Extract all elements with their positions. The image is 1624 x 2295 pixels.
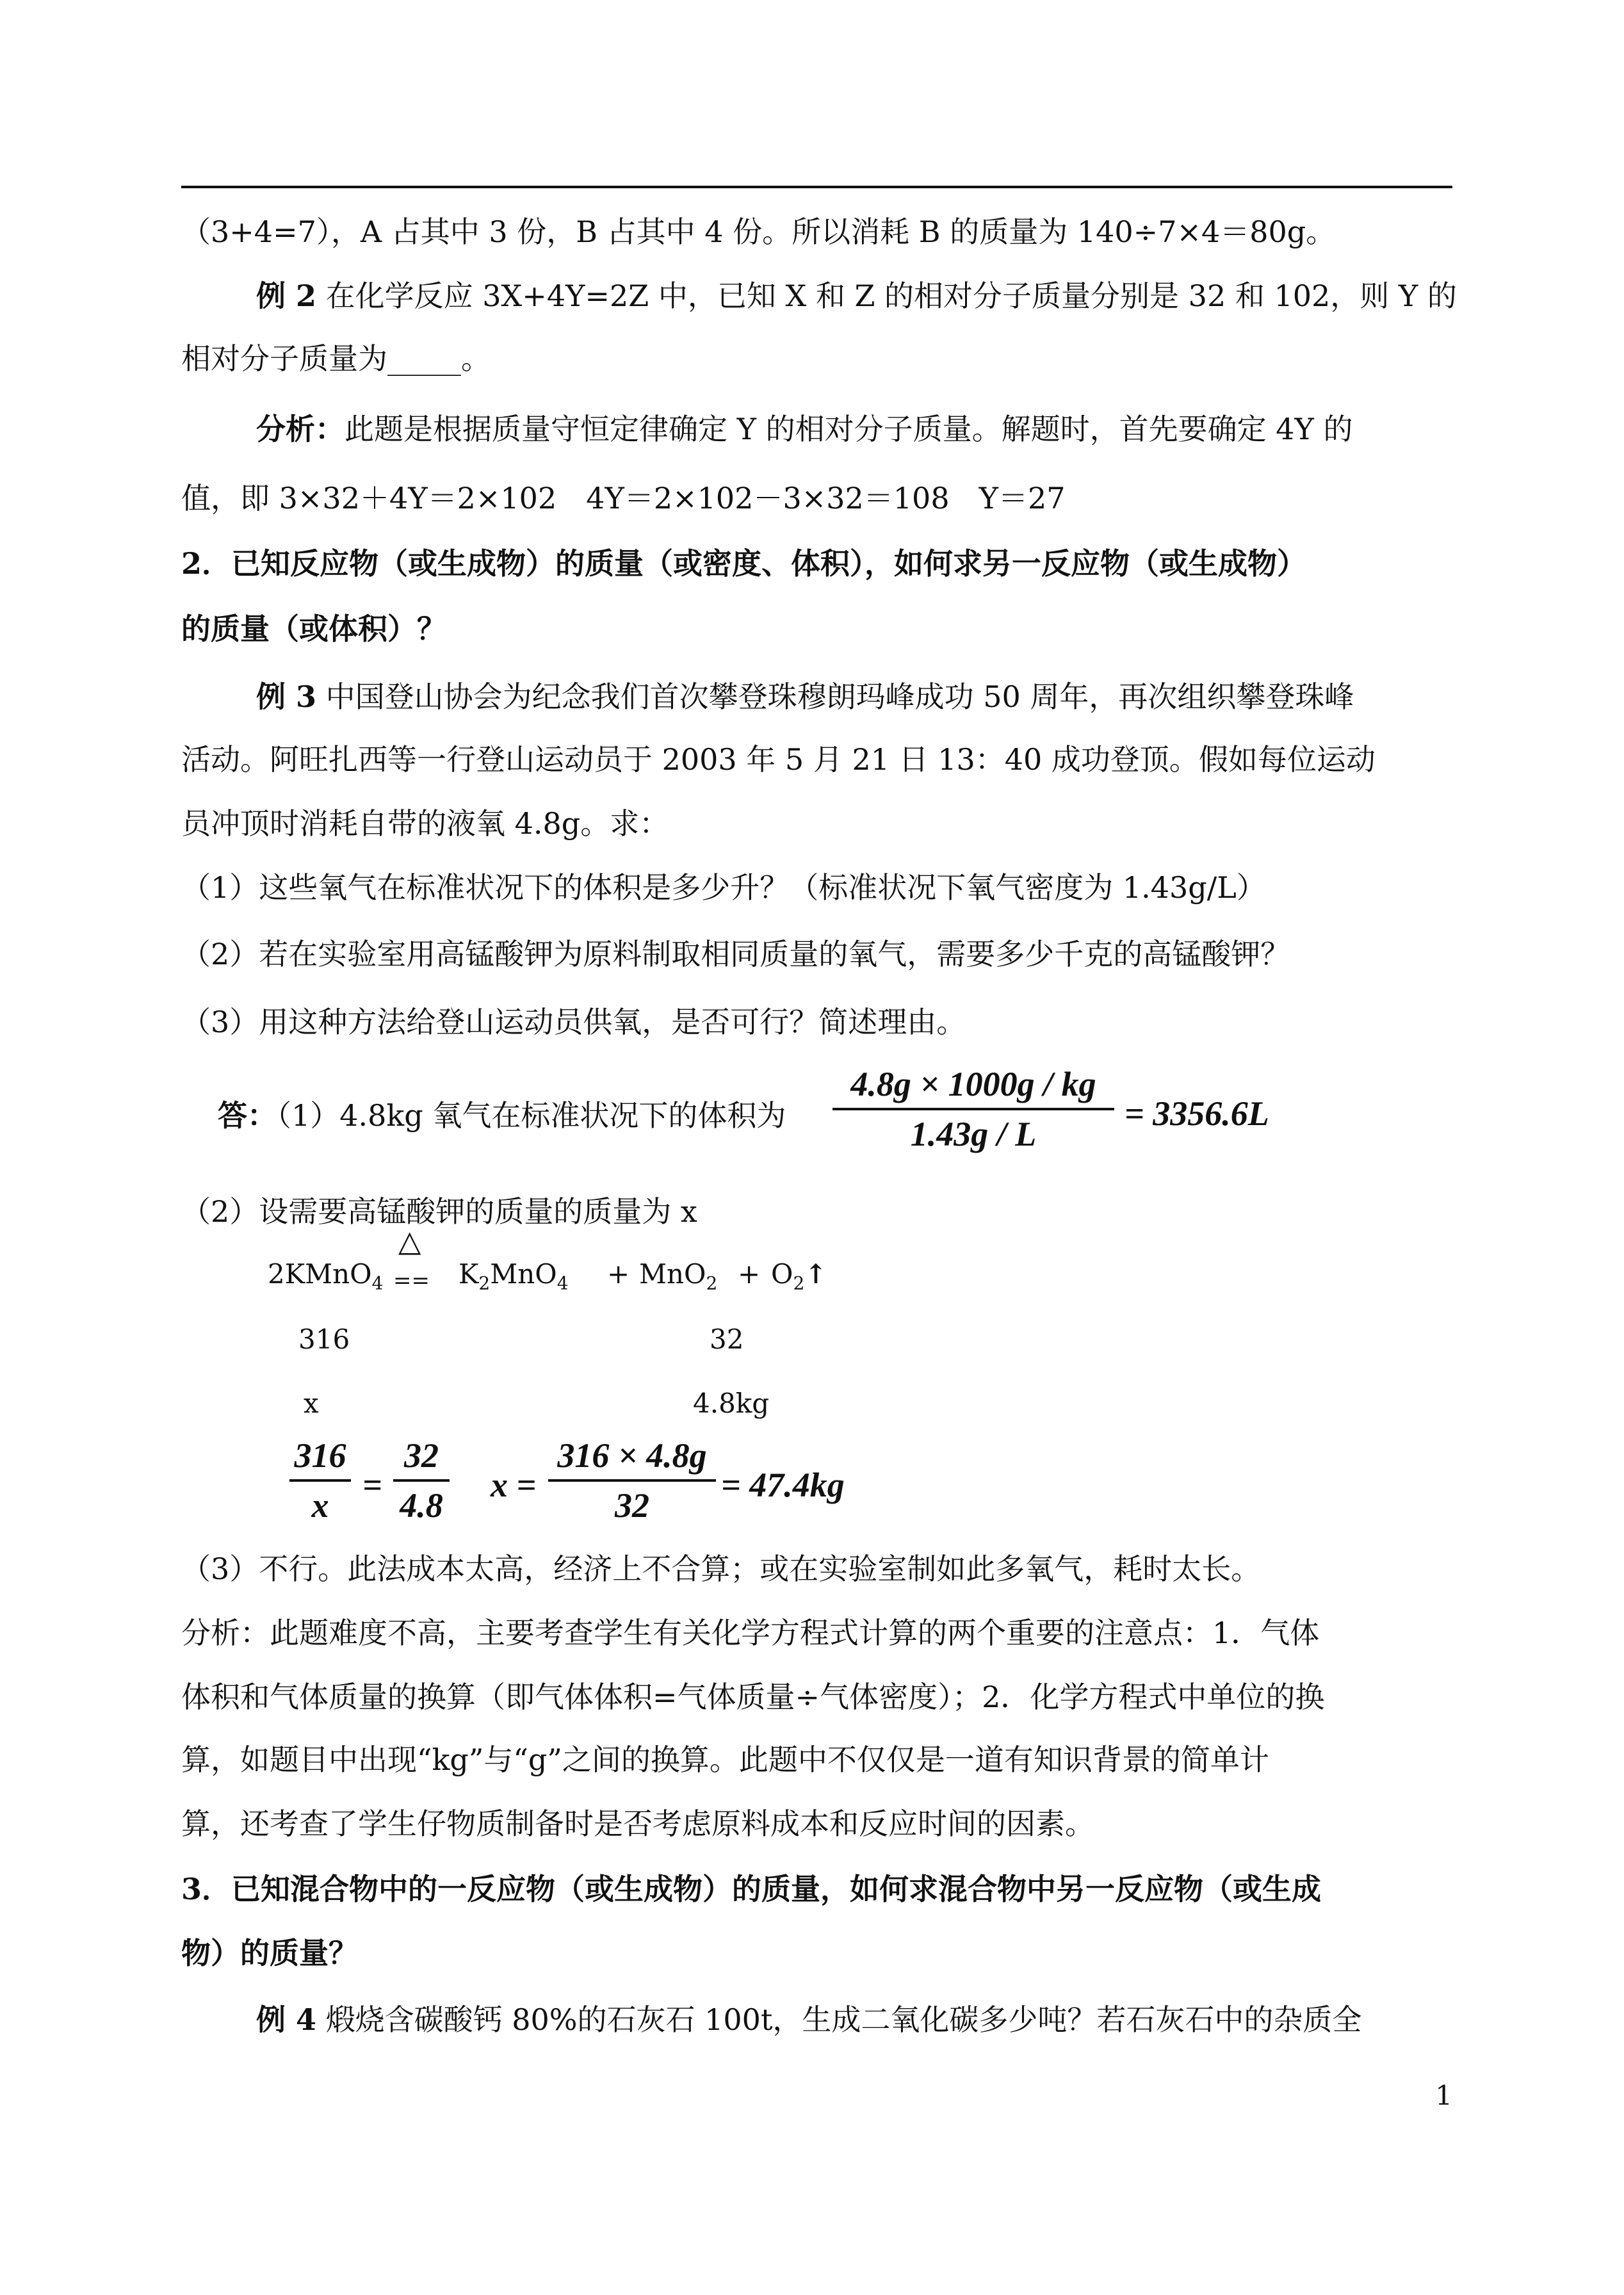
example-text: 中国登山协会为纪念我们首次攀登珠穆朗玛峰成功 50 周年，再次组织攀登珠峰 xyxy=(316,679,1354,714)
ratio-fraction-2: 32 4.8 xyxy=(393,1434,450,1527)
text-line: 相对分子质量为_____。 xyxy=(181,341,491,376)
question-3: （3）用这种方法给登山运动员供氧，是否可行？简述理由。 xyxy=(181,1005,966,1039)
solution-result: = 47.4kg xyxy=(721,1466,845,1504)
heat-symbol: △ xyxy=(398,1224,421,1258)
text-line: （3+4=7），A 占其中 3 份，B 占其中 4 份。所以消耗 B 的质量为 140÷7×4＝80g。 xyxy=(181,215,1336,249)
example-text: 煅烧含碳酸钙 80%的石灰石 100t，生成二氧化碳多少吨？若石灰石中的杂质全 xyxy=(316,2002,1362,2037)
analysis-line: 分析：此题难度不高，主要考查学生有关化学方程式计算的两个重要的注意点：1．气体 xyxy=(181,1616,1320,1650)
analysis-line: 算，如题目中出现“kg”与“g”之间的换算。此题中不仅仅是一道有知识背景的简单计 xyxy=(181,1742,1269,1777)
volume-result: = 3356.6L xyxy=(1125,1094,1269,1133)
section-heading-2-cont: 的质量（或体积）？ xyxy=(181,612,446,646)
gas-arrow-icon: ↑ xyxy=(804,1258,827,1290)
product-mno2: MnO$_2$ xyxy=(639,1258,718,1294)
example-label: 例 2 xyxy=(256,279,317,313)
section-heading-3-cont: 物）的质量？ xyxy=(181,1936,358,1970)
analysis-line: 算，还考查了学生仔物质制备时是否考虑原料成本和反应时间的因素。 xyxy=(181,1806,1094,1841)
section-heading-2: 2．已知反应物（或生成物）的质量（或密度、体积），如何求另一反应物（或生成物） xyxy=(181,546,1307,581)
question-2: （2）若在实验室用高锰酸钾为原料制取相同质量的氧气，需要多少千克的高锰酸钾？ xyxy=(181,937,1290,971)
fraction-numerator: 4.8g × 1000g / kg xyxy=(850,1065,1096,1103)
solution-fraction: 316 × 4.8g 32 xyxy=(548,1434,716,1527)
analysis-paragraph xyxy=(256,410,1353,448)
example-4 xyxy=(256,2000,1361,2039)
analysis-label: 分析： xyxy=(256,412,345,446)
ratio-fraction-1: 316 x xyxy=(289,1434,351,1527)
example-label: 例 3 xyxy=(256,679,317,714)
header-rule xyxy=(181,186,1452,188)
answer-text: （1）4.8kg 氧气在标准状况下的体积为 xyxy=(277,1098,786,1133)
reactant-kmno4: 2KMnO$_4$ xyxy=(268,1258,384,1294)
text-line: 活动。阿旺扎西等一行登山运动员于 2003 年 5 月 21 日 13：40 成功登顶。假如每位运动 xyxy=(181,742,1376,777)
page-number: 1 xyxy=(1435,2080,1452,2111)
example-2 xyxy=(256,277,1457,315)
unknown-x: x xyxy=(304,1388,319,1419)
text-line: 员冲顶时消耗自带的液氧 4.8g。求： xyxy=(181,806,669,841)
section-heading-3: 3．已知混合物中的一反应物（或生成物）的质量，如何求混合物中另一反应物（或生成 xyxy=(181,1872,1322,1906)
answer-3: （3）不行。此法成本太高，经济上不合算；或在实验室制如此多氧气，耗时太长。 xyxy=(181,1552,1261,1586)
example-label: 例 4 xyxy=(256,2002,317,2037)
example-3 xyxy=(256,677,1354,716)
fraction-denominator: 1.43g / L xyxy=(910,1115,1037,1153)
volume-fraction xyxy=(832,1063,1114,1155)
analysis-text: 此题是根据质量守恒定律确定 Y 的相对分子质量。解题时，首先要确定 4Y 的 xyxy=(345,412,1353,446)
analysis-line: 体积和气体质量的换算（即气体体积=气体质量÷气体密度）；2．化学方程式中单位的换 xyxy=(181,1680,1325,1714)
answer-label: 答： xyxy=(218,1098,277,1133)
reaction-arrow: == xyxy=(393,1268,430,1293)
text-line: 值，即 3×32＋4Y＝2×102 4Y＝2×102－3×32＝108 Y＝27 xyxy=(181,481,1066,515)
plus-sign: + xyxy=(738,1258,761,1290)
product-k2mno4: $K_2MnO_4$ xyxy=(459,1258,569,1294)
molar-mass-o2: 32 xyxy=(710,1324,744,1355)
question-1: （1）这些氧气在标准状况下的体积是多少升？（标准状况下氧气密度为 1.43g/L） xyxy=(181,870,1266,905)
answer-2: （2）设需要高锰酸钾的质量的质量为 x xyxy=(181,1194,697,1229)
product-o2: $O_2↑$ xyxy=(771,1258,827,1294)
plus-sign: + xyxy=(607,1258,630,1290)
x-equals: x = xyxy=(491,1466,537,1504)
answer-1 xyxy=(218,1096,786,1135)
equals-sign: = xyxy=(362,1466,382,1504)
fraction-bar xyxy=(832,1108,1114,1110)
example-text: 在化学反应 3X+4Y=2Z 中，已知 X 和 Z 的相对分子质量分别是 32 和 102，则 Y 的 xyxy=(316,279,1457,313)
molar-mass-kmno4: 316 xyxy=(298,1324,350,1355)
given-mass: 4.8kg xyxy=(693,1388,770,1419)
